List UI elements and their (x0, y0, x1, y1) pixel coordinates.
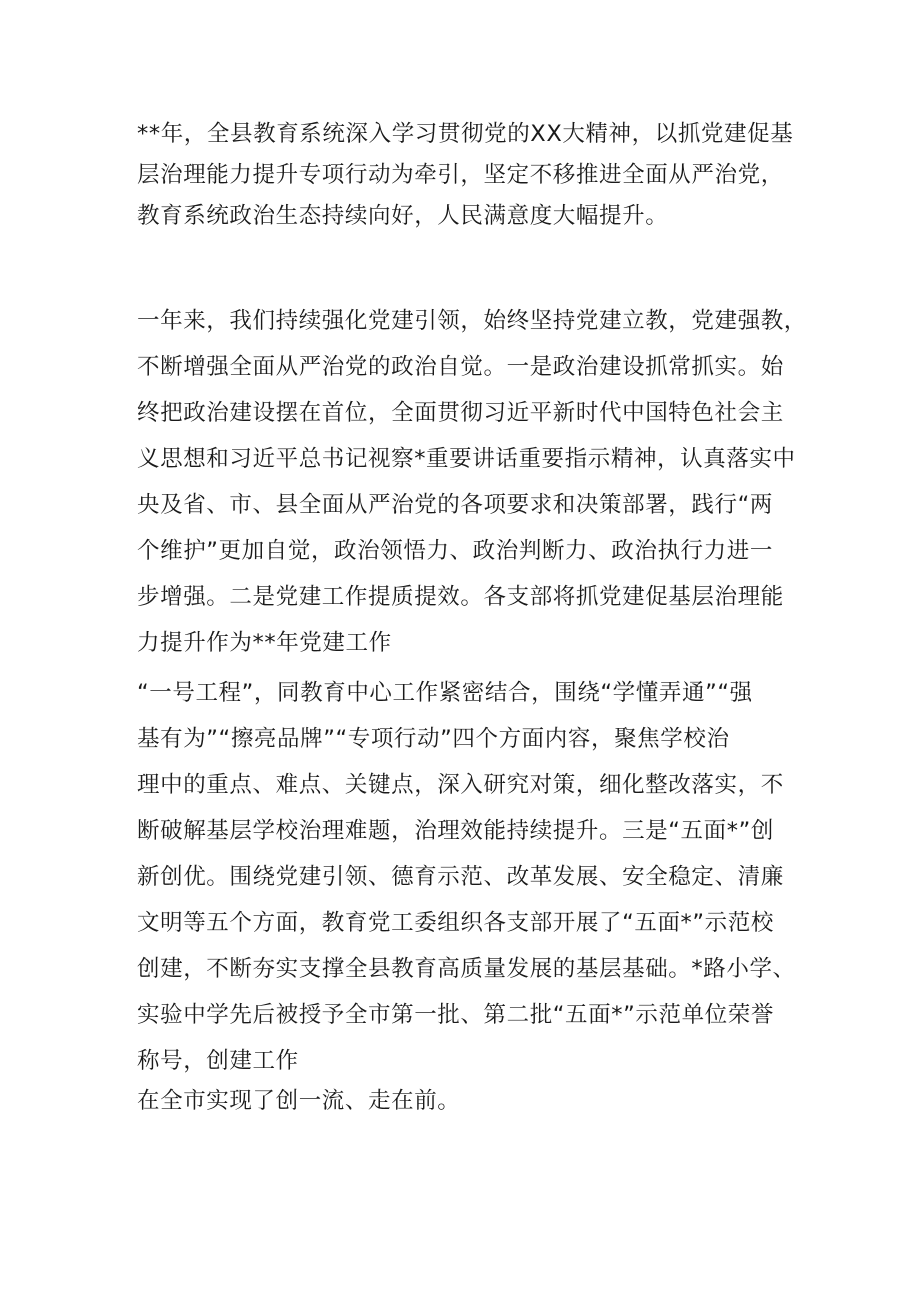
text-line: 理中的重点、难点、关键点，深入研究对策，细化整改落实，不 (137, 772, 784, 798)
text-line: 实验中学先后被授予全市第一批、第二批“五面*”示范单位荣誉 (137, 1002, 774, 1028)
text-line: 力提升作为**年党建工作 (137, 630, 392, 656)
text-line: 个维护”更加自觉，政治领悟力、政治判断力、政治执行力进一 (137, 538, 773, 564)
text-line: 在全市实现了创一流、走在前。 (137, 1088, 461, 1114)
text-line: 断破解基层学校治理难题，治理效能持续提升。三是“五面*”创 (137, 818, 774, 844)
text-line: 终把政治建设摆在首位，全面贯彻习近平新时代中国特色社会主 (137, 400, 784, 426)
text-line: 不断增强全面从严治党的政治自觉。一是政治建设抓常抓实。始 (137, 354, 784, 380)
text-line: 基有为”“擦亮品牌”“专项行动”四个方面内容，聚焦学校治 (137, 726, 730, 752)
text-line: 层治理能力提升专项行动为牵引，坚定不移推进全面从严治党， (137, 162, 784, 188)
text-line: **年，全县教育系统深入学习贯彻党的XX大精神，以抓党建促基 (137, 121, 794, 147)
text-line: “一号工程”，同教育中心工作紧密结合，围绕“学懂弄通”“强 (137, 680, 753, 706)
text-line: 称号，创建工作 (137, 1048, 299, 1074)
text-line: 步增强。二是党建工作提质提效。各支部将抓党建促基层治理能 (137, 584, 784, 610)
text-line: 央及省、市、县全面从严治党的各项要求和决策部署，践行“两 (137, 492, 773, 518)
text-line: 新创优。围绕党建引领、德育示范、改革发展、安全稳定、清廉 (137, 864, 784, 890)
text-line: 一年来，我们持续强化党建引领，始终坚持党建立教，党建强教， (137, 308, 807, 334)
text-line: 教育系统政治生态持续向好，人民满意度大幅提升。 (137, 203, 669, 229)
text-line: 文明等五个方面，教育党工委组织各支部开展了“五面*”示范校 (137, 910, 774, 936)
text-line: 创建，不断夯实支撑全县教育高质量发展的基层基础。*路小学、 (137, 956, 796, 982)
text-line: 义思想和习近平总书记视察*重要讲话重要指示精神，认真落实中 (137, 446, 796, 472)
